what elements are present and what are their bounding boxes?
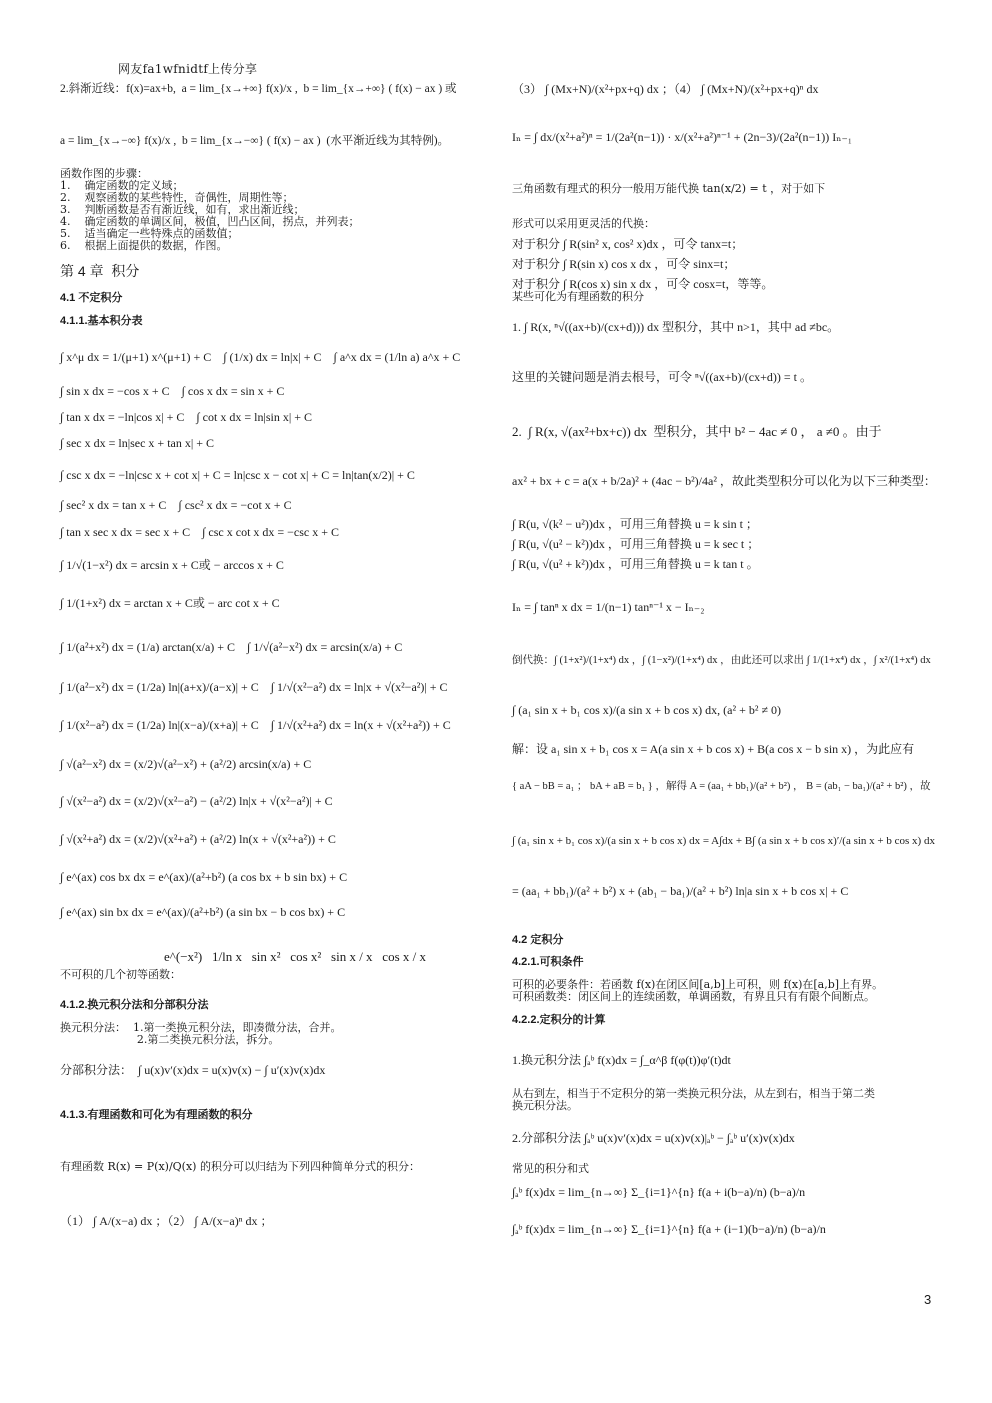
necessary-condition: 可积的必要条件：若函数 f(x)在闭区间[a,b]上可积，则 f(x)在[a,b]上有界。 [512, 978, 884, 991]
plot-step-1: 1. 确定函数的定义域； [60, 179, 184, 192]
formula-sqrt-x2-plus-a2: ∫ √(x²+a²) dx = (x/2)√(x²+a²) + (a²/2) ln(x + √(x²+a²)) + C [60, 832, 336, 846]
nth-root-integral: 1. ∫ R(x, ⁿ√((ax+b)/(cx+d))) dx 型积分，其中 n>1，其中 ad ≠bc。 [512, 320, 840, 334]
formula-sqrt-x2-a2: ∫ √(x²−a²) dx = (x/2)√(x²−a²) − (a²/2) ln|x + √(x²−a²)| + C [60, 794, 333, 808]
formula-arctan: ∫ 1/(1+x²) dx = arctan x + C或 − arc cot x + C [60, 596, 280, 610]
plot-step-5: 5. 适当确定一些特殊点的函数值； [60, 227, 239, 240]
riemann-sum-right: ∫ₐᵇ f(x)dx = lim_{n→∞} Σ_{i=1}^{n} f(a + i(b−a)/n) (b−a)/n [512, 1185, 806, 1199]
page-number: 3 [924, 1292, 932, 1307]
linear-trig-ratio-integral: ∫ (a₁ sin x + b₁ cos x)/(a sin x + b cos x) dx, (a² + b² ≠ 0) [512, 703, 782, 717]
section-heading: 4.1 不定积分 [60, 292, 123, 304]
trig-substitution-tan: ∫ R(u, √(u² + k²))dx ，可用三角替换 u = k tan t 。 [512, 557, 759, 571]
plot-steps-heading: 函数作图的步骤： [60, 167, 148, 180]
riemann-sum-left: ∫ₐᵇ f(x)dx = lim_{n→∞} Σ_{i=1}^{n} f(a + (i−1)(b−a)/n) (b−a)/n [512, 1222, 826, 1236]
definite-integral-heading: 4.2 定积分 [512, 934, 564, 946]
integrable-classes: 可积函数类：闭区间上的连续函数，单调函数，有界且只有有限个间断点。 [512, 990, 875, 1003]
formula-x2-minus-a2: ∫ 1/(x²−a²) dx = (1/2a) ln|(x−a)/(x+a)| + C ∫ 1/√(x²+a²) dx = ln(x + √(x²+a²)) + C [60, 718, 451, 732]
substitution-direction-note: 从右到左，相当于不定积分的第一类换元积分法，从左到右，相当于第二类 [512, 1087, 875, 1100]
formula-sqrt-a2-x2: ∫ √(a²−x²) dx = (x/2)√(a²−x²) + (a²/2) arcsin(x/a) + C [60, 757, 312, 771]
trig-substitution-sec: ∫ R(u, √(u² − k²))dx ，可用三角替换 u = k sec t ； [512, 537, 760, 551]
formula-arcsin: ∫ 1/√(1−x²) dx = arcsin x + C或 − arccos x + C [60, 558, 284, 572]
watermark-text: 网友fa1wfnidtf上传分享 [118, 62, 258, 76]
substitution-heading: 4.1.2.换元积分法和分部积分法 [60, 999, 209, 1011]
plot-step-6: 6. 根据上面提供的数据，作图。 [60, 239, 228, 252]
integrability-heading: 4.2.1.可积条件 [512, 956, 584, 968]
plot-step-2: 2. 观察函数的某些特性，奇偶性，周期性等； [60, 191, 294, 204]
remove-radical-note: 这里的关键问题是消去根号，可令 ⁿ√((ax+b)/(cx+d)) = t 。 [512, 370, 812, 384]
reciprocal-substitution: 倒代换：∫ (1+x²)/(1+x⁴) dx ，∫ (1−x²)/(1+x⁴) dx ，由此还可以求出 ∫ 1/(1+x⁴) dx ，∫ x²/(1+x⁴) dx [512, 655, 931, 666]
substitution-cos: 对于积分 ∫ R(cos x) sin x dx ，可令 cosx=t，等等。 [512, 277, 774, 291]
substitution-tan: 对于积分 ∫ R(sin² x, cos² x)dx ，可令 tanx=t； [512, 237, 744, 251]
subsection-heading: 4.1.1.基本积分表 [60, 315, 143, 327]
simple-fractions-1-2: （1） ∫ A/(x−a) dx ；（2） ∫ A/(x−a)ⁿ dx ； [60, 1214, 273, 1228]
solution-setup: 解：设 a₁ sin x + b₁ cos x = A(a sin x + b cos x) + B(a cos x − b sin x) ，为此应有 [512, 742, 915, 756]
formula-power-log-exp: ∫ x^μ dx = 1/(μ+1) x^(μ+1) + C ∫ (1/x) dx = ln|x| + C ∫ a^x dx = (1/ln a) a^x + C [60, 350, 461, 364]
recurrence-tan-power: Iₙ = ∫ tanⁿ x dx = 1/(n−1) tanⁿ⁻¹ x − Iₙ₋₂ [512, 600, 705, 614]
formula-sec2-csc2: ∫ sec² x dx = tan x + C ∫ csc² x dx = −cot x + C [60, 498, 292, 512]
chapter-title: 第 4 章 积分 [60, 263, 140, 279]
trig-substitution-sin: ∫ R(u, √(k² − u²))dx ，可用三角替换 u = k sin t ； [512, 517, 758, 531]
oblique-asymptote-line: 2.斜渐近线：f(x)=ax+b, a = lim_{x→+∞} f(x)/x , b = lim_{x→+∞} ( f(x) − ax ) 或 [60, 83, 457, 95]
substitution-method-1: 换元积分法： 1.第一类换元积分法，即凑微分法，合并。 [60, 1021, 342, 1034]
formula-tan-sec: ∫ tan x sec x dx = sec x + C ∫ csc x cot x dx = −csc x + C [60, 525, 340, 539]
substitution-direction-note-cont: 换元积分法。 [512, 1099, 578, 1112]
substitution-method-2: 2.第二类换元积分法，拆分。 [60, 1033, 280, 1046]
formula-a2-minus-x2: ∫ 1/(a²−x²) dx = (1/2a) ln|(a+x)/(a−x)| + C ∫ 1/√(x²−a²) dx = ln|x + √(x²−a²)| + C [60, 680, 448, 694]
rational-function-intro: 有理函数 R(x) = P(x)/Q(x) 的积分可以归结为下列四种简单分式的积分： [60, 1160, 420, 1173]
solution-decomposition: ∫ (a₁ sin x + b₁ cos x)/(a sin x + b cos x) dx = A∫dx + B∫ (a sin x + b cos x)′/(a sin x + b cos x) dx [512, 835, 935, 847]
definite-integral-computation-heading: 4.2.2.定积分的计算 [512, 1014, 606, 1026]
non-integrable-functions: e^(−x²) 1/ln x sin x² cos x² sin x / x cos x / x [60, 949, 426, 964]
flexible-substitution: 形式可以采用更灵活的代换： [512, 217, 655, 230]
formula-exp-sin: ∫ e^(ax) sin bx dx = e^(ax)/(a²+b²) (a sin bx − b cos bx) + C [60, 905, 346, 919]
recurrence-In: Iₙ = ∫ dx/(x²+a²)ⁿ = 1/(2a²(n−1)) · x/(x²+a²)ⁿ⁻¹ + (2n−3)/(2a²(n−1)) Iₙ₋₁ [512, 130, 852, 144]
trig-rational-intro: 三角函数有理式的积分一般用万能代换 tan(x/2) = t ，对于如下 [512, 182, 826, 195]
rational-function-heading: 4.1.3.有理函数和可化为有理函数的积分 [60, 1109, 253, 1121]
complete-the-square: ax² + bx + c = a(x + b/2a)² + (4ac − b²)/4a² ，故此类型积分可以化为以下三种类型： [512, 474, 936, 488]
formula-sin-cos: ∫ sin x dx = −cos x + C ∫ cos x dx = sin x + C [60, 384, 285, 398]
formula-exp-cos: ∫ e^(ax) cos bx dx = e^(ax)/(a²+b²) (a cos bx + b sin bx) + C [60, 870, 348, 884]
non-integrable-label: 不可积的几个初等函数： [60, 968, 181, 981]
formula-a2-plus-x2: ∫ 1/(a²+x²) dx = (1/a) arctan(x/a) + C ∫ 1/√(a²−x²) dx = arcsin(x/a) + C [60, 640, 403, 654]
simple-fractions-3-4: （3） ∫ (Mx+N)/(x²+px+q) dx ；（4） ∫ (Mx+N)/(x²+px+q)ⁿ dx [512, 82, 819, 96]
quadratic-radical-integral: 2. ∫ R(x, √(ax²+bx+c)) dx 型积分，其中 b² − 4ac ≠ 0 ， a ≠0 。由于 [512, 424, 882, 439]
plot-step-3: 3. 判断函数是否有渐近线，如有，求出渐近线； [60, 203, 305, 216]
formula-tan-cot: ∫ tan x dx = −ln|cos x| + C ∫ cot x dx = ln|sin x| + C [60, 410, 313, 424]
plot-step-4: 4. 确定函数的单调区间，极值，凹凸区间，拐点，并列表； [60, 215, 360, 228]
integration-by-parts: 分部积分法： ∫ u(x)v′(x)dx = u(x)v(x) − ∫ u′(x)v(x)dx [60, 1063, 326, 1077]
asymptote-minus-infinity: a = lim_{x→−∞} f(x)/x , b = lim_{x→−∞} ( f(x) − ax ) (水平渐近线为其特例)。 [60, 135, 450, 147]
definite-substitution: 1.换元积分法 ∫ₐᵇ f(x)dx = ∫_α^β f(φ(t))φ′(t)dt [512, 1053, 731, 1067]
definite-integration-by-parts: 2.分部积分法 ∫ₐᵇ u(x)v′(x)dx = u(x)v(x)|ₐᵇ − ∫ₐᵇ u′(x)v(x)dx [512, 1131, 795, 1145]
reducible-to-rational-heading: 某些可化为有理函数的积分 [512, 290, 644, 303]
solution-system: { aA − bB = a₁ ； bA + aB = b₁ } ，解得 A = (aa₁ + bb₁)/(a² + b²) ， B = (ab₁ − ba₁)/(a² + b²) ，故 [512, 781, 931, 792]
riemann-sum-heading: 常见的积分和式 [512, 1162, 589, 1175]
solution-result: = (aa₁ + bb₁)/(a² + b²) x + (ab₁ − ba₁)/(a² + b²) ln|a sin x + b cos x| + C [512, 884, 849, 898]
formula-sec: ∫ sec x dx = ln|sec x + tan x| + C [60, 436, 215, 450]
substitution-sin: 对于积分 ∫ R(sin x) cos x dx ，可令 sinx=t； [512, 257, 736, 271]
formula-csc: ∫ csc x dx = −ln|csc x + cot x| + C = ln|csc x − cot x| + C = ln|tan(x/2)| + C [60, 468, 415, 482]
